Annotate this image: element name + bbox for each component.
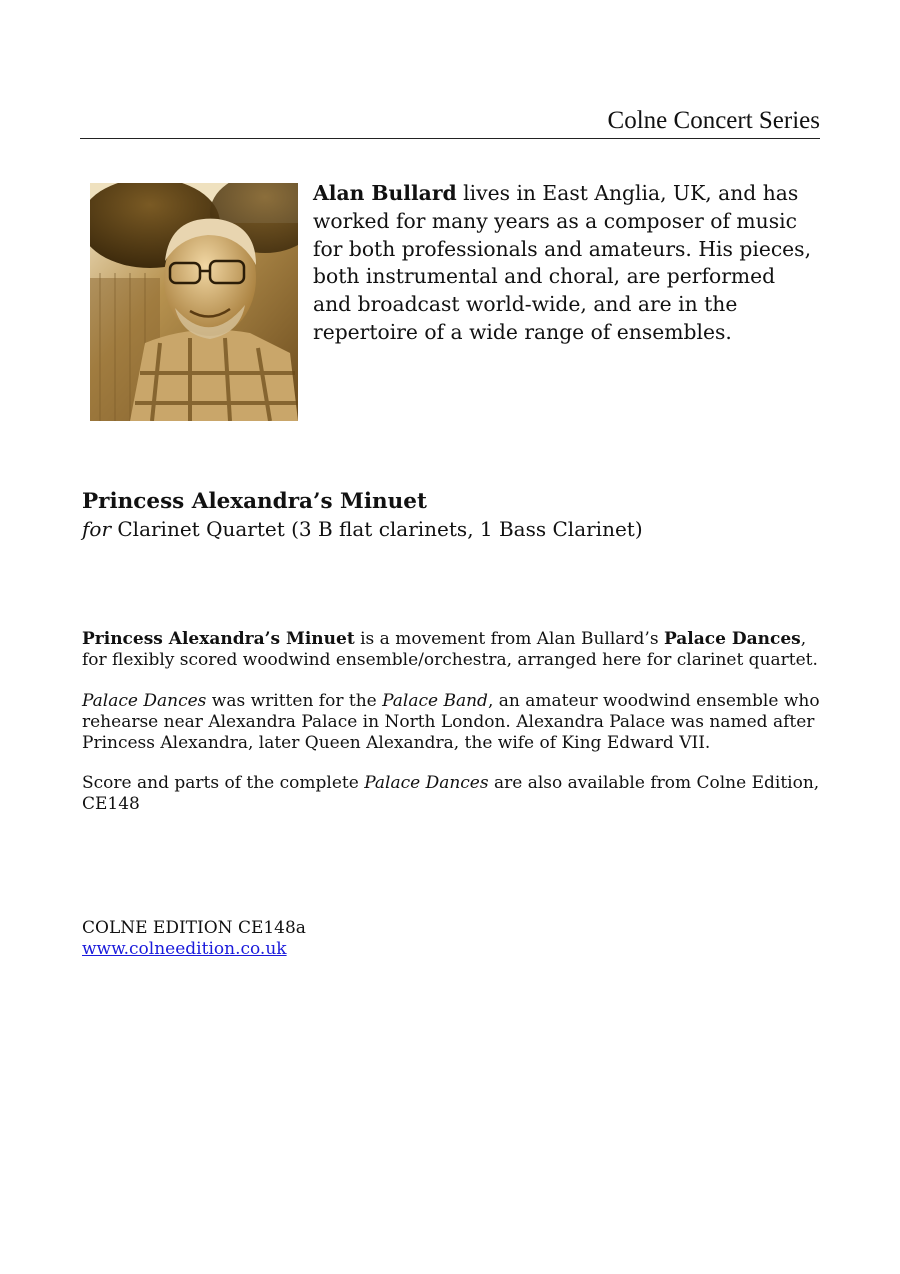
bio-text: lives in East Anglia, UK, and has worked for many years as a composer of music for both professionals and amateurs. His pieces, both instrumental and choral, are performed and broadcast world-wide, and are in the repertoire of a wide range of ensembles. <box>313 181 812 344</box>
program-note-1 <box>82 629 822 671</box>
note-work-title: Palace Dances <box>663 629 801 649</box>
note-work-title: Palace Dances <box>364 773 489 793</box>
note-band-name: Palace Band <box>382 691 488 711</box>
composer-name: Alan Bullard <box>313 181 457 205</box>
note-text: are also available from Colne Edition, CE148 <box>82 773 820 814</box>
piece-title: Princess Alexandra’s Minuet <box>82 489 427 514</box>
series-header: Colne Concert Series <box>80 104 820 139</box>
edition-number: COLNE EDITION CE148a <box>82 918 306 938</box>
program-note-2 <box>82 691 822 754</box>
note-piece-title: Princess Alexandra’s Minuet <box>82 629 355 649</box>
note-text: , for flexibly scored woodwind ensemble/orchestra, arranged here for clarinet quartet. <box>82 629 818 670</box>
publisher-website-link[interactable]: www.colneedition.co.uk <box>82 939 287 959</box>
for-word: for <box>82 517 112 541</box>
note-text: , an amateur woodwind ensemble who rehearse near Alexandra Palace in North London. Alexandra Palace was named after Princess Alexandra, later Queen Alexandra, the wife of King Edward VII. <box>82 691 820 753</box>
composer-photo <box>90 183 298 421</box>
note-text: was written for the <box>206 691 383 711</box>
program-note-3 <box>82 773 822 815</box>
instrumentation-text: Clarinet Quartet (3 B flat clarinets, 1 Bass Clarinet) <box>111 517 643 541</box>
note-text: Score and parts of the complete <box>82 773 365 793</box>
piece-instrumentation <box>82 517 643 541</box>
note-text: is a movement from Alan Bullard’s <box>354 629 664 649</box>
note-work-title: Palace Dances <box>82 691 207 711</box>
composer-bio <box>313 180 818 347</box>
